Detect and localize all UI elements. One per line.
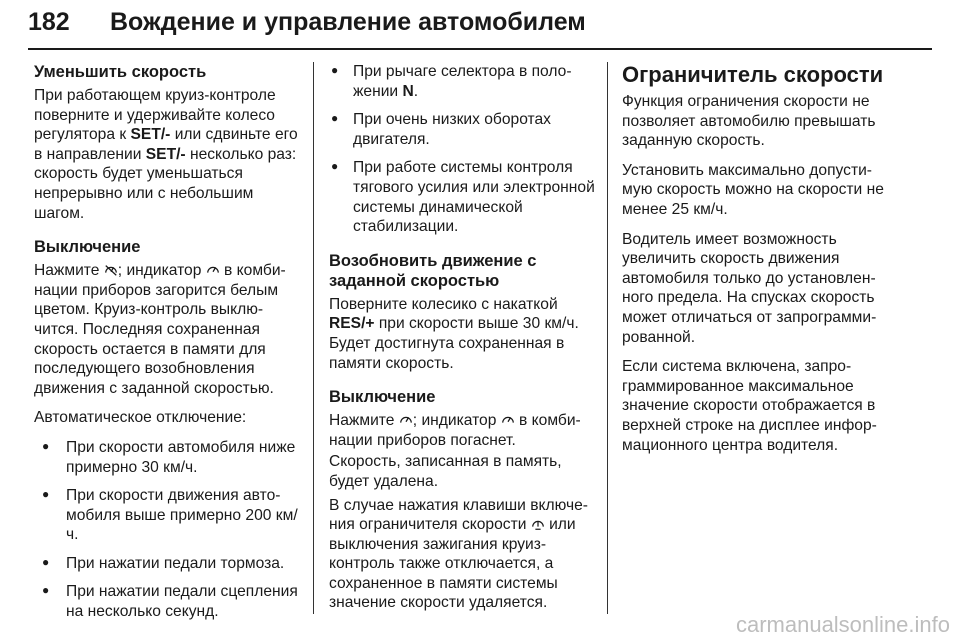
text: ; индикатор <box>412 412 501 430</box>
section-heading-off-2: Выключение <box>329 388 436 407</box>
auto-off-list-cont <box>329 62 595 237</box>
cruise-indicator-icon <box>206 263 220 277</box>
list-item: ● При нажатии педали тормоза. <box>34 554 300 574</box>
section-heading-reduce-speed: Уменьшить скорость <box>34 63 207 81</box>
text: в комбинации приборов погаснет. <box>329 412 581 449</box>
text: или выключения зажигания круиз-контроль также отключается, а сохраненное в памяти системы значение скорости удаляется. <box>329 516 576 612</box>
cruise-off-icon <box>104 263 118 277</box>
paragraph-limiter-1: Функция ограничения скорости не позволяет автомобилю превышать заданную скорость. <box>622 93 876 150</box>
key-label: SET/- <box>130 126 171 144</box>
column-middle <box>329 62 595 623</box>
section-heading-off: Выключение <box>34 238 141 257</box>
paragraph-limiter-note <box>329 496 595 614</box>
watermark: carmanualsonline.info <box>735 612 950 637</box>
list-item: ● При скорости движения автомобиля выше примерно 200 км/ч. <box>34 486 300 545</box>
key-label: SET/- <box>145 145 186 163</box>
text: При работающем круиз-контроле поверните и удерживайте колесо регулятора к <box>34 87 276 144</box>
cruise-indicator-icon <box>501 413 515 427</box>
paragraph-limiter-4: Если система включена, запрограммированное максимальное значение скорости отображается в верхней строке на дисплее информационного центра водителя. <box>622 358 877 454</box>
text: При рычаге селектора в положении <box>353 63 572 100</box>
text: Нажмите <box>34 262 104 280</box>
paragraph-erase: Скорость, записанная в память, будет удалена. <box>329 453 562 490</box>
text: В случае нажатия клавиши включения ограничителя скорости <box>329 496 588 534</box>
key-label: N <box>402 82 414 100</box>
list-item: ● При очень низких оборотах двигателя. <box>329 110 595 149</box>
paragraph-off-2 <box>329 411 595 450</box>
cruise-indicator-icon <box>399 413 413 427</box>
speed-limiter-icon <box>531 517 545 531</box>
page-title: Вождение и управление автомобилем <box>110 8 586 36</box>
header-rule <box>28 48 932 50</box>
list-item: ● При скорости автомобиля ниже примерно 30 км/ч. <box>34 438 300 477</box>
paragraph-limiter-3: Водитель имеет возможность увеличить скорость движения автомобиля только до установленного предела. На спусках скорость может отличаться от запрограммированной. <box>622 230 877 346</box>
text: Нажмите <box>329 412 399 430</box>
text: . <box>413 82 419 100</box>
text: несколько раз: скорость будет уменьшаться непрерывно или с небольшим шагом. <box>34 145 297 222</box>
section-heading-resume: Возобновить движение с заданной скоростью <box>329 251 537 290</box>
text: Поверните колесико с накаткой <box>329 295 558 313</box>
list-item <box>329 62 595 101</box>
paragraph-auto-off: Автоматическое отключение: <box>34 409 247 427</box>
section-heading-limiter: Ограничитель скорости <box>622 62 884 87</box>
auto-off-list <box>34 438 300 622</box>
page-number: 182 <box>28 8 70 36</box>
paragraph-resume <box>329 295 595 373</box>
column-divider <box>607 62 608 614</box>
page-header <box>28 4 932 48</box>
text: или сдвиньте его в направлении <box>34 126 298 163</box>
text: при скорости выше 30 км/ч. Будет достигнута сохраненная в памяти скорость. <box>329 315 579 372</box>
list-item: ● При работе системы контроля тягового усилия или электронной системы динамической стабилизации. <box>329 158 595 236</box>
paragraph-off <box>34 261 300 398</box>
column-right <box>622 62 892 465</box>
paragraph-limiter-2: Установить максимально допустимую скорость можно на скорости не менее 25 км/ч. <box>622 161 884 218</box>
key-label: RES/+ <box>329 315 375 333</box>
text: ; индикатор <box>117 262 206 280</box>
list-item: ● При нажатии педали сцепления на несколько секунд. <box>34 582 300 621</box>
text: в комбинации приборов загорится белым цветом. Круиз-контроль выключится. Последняя сохраненная скорость остается в памяти для последующего возобновления движения с заданной скоростью. <box>34 262 286 397</box>
paragraph-reduce-speed <box>34 86 300 223</box>
column-left <box>34 62 300 632</box>
column-divider <box>313 62 314 614</box>
